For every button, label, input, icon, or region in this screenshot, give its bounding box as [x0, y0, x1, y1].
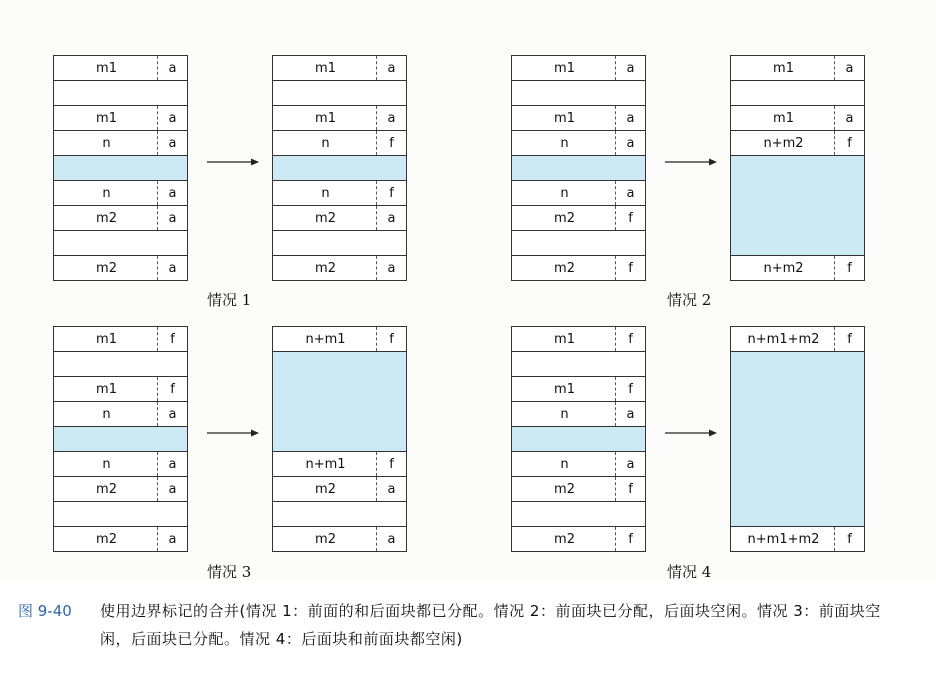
footer-alloc-flag: a [376, 106, 406, 130]
header-size-label: m2 [315, 481, 336, 497]
footer-alloc-flag: f [834, 256, 864, 280]
header-size-label: m2 [96, 481, 117, 497]
footer-size-label: n [321, 185, 330, 201]
memory-block-header [53, 130, 188, 156]
memory-block-header [511, 401, 646, 427]
case-1-label: 情况 1 [207, 291, 252, 309]
case-4-after-column [730, 326, 865, 551]
memory-block-payload [511, 351, 646, 377]
memory-block-footer [730, 255, 865, 281]
header-alloc-flag: f [615, 327, 645, 351]
memory-block-header [730, 326, 865, 352]
header-alloc-flag: f [376, 327, 406, 351]
memory-block-footer [511, 451, 646, 477]
header-size-label: m2 [554, 481, 575, 497]
footer-alloc-flag: a [157, 106, 187, 130]
header-alloc-flag: f [834, 131, 864, 155]
memory-block-footer [53, 255, 188, 281]
header-alloc-flag: a [615, 131, 645, 155]
case-1-arrow-icon [207, 157, 259, 167]
header-size-label: n [102, 406, 111, 422]
caption-text: 使用边界标记的合并(情况 1：前面的和后面块都已分配。情况 2：前面块已分配，后面块空闲。情况 3：前面块空闲，后面块已分配。情况 4：后面块和前面块都空闲) [100, 602, 881, 648]
memory-block-header [53, 326, 188, 352]
footer-size-label: n+m2 [763, 260, 804, 276]
footer-alloc-flag: a [615, 452, 645, 476]
footer-size-label: m1 [554, 381, 575, 397]
memory-block-payload [53, 351, 188, 377]
memory-block-big-blue [272, 351, 407, 452]
memory-block-footer [53, 526, 188, 552]
memory-block-footer [53, 376, 188, 402]
memory-block-payload [511, 501, 646, 527]
header-size-label: m1 [554, 60, 575, 76]
header-size-label: m2 [315, 210, 336, 226]
memory-block-header [511, 476, 646, 502]
footer-alloc-flag: a [615, 106, 645, 130]
header-alloc-flag: a [615, 402, 645, 426]
header-alloc-flag: a [157, 131, 187, 155]
case-2-before-column [511, 55, 646, 280]
memory-block-footer [272, 105, 407, 131]
footer-alloc-flag: a [157, 181, 187, 205]
memory-block-footer [272, 255, 407, 281]
memory-block-footer [511, 526, 646, 552]
memory-block-payload [272, 80, 407, 106]
header-alloc-flag: a [376, 56, 406, 80]
header-alloc-flag: a [834, 56, 864, 80]
footer-size-label: m2 [315, 260, 336, 276]
memory-block-header [511, 205, 646, 231]
header-size-label: m1 [96, 60, 117, 76]
memory-block-footer [53, 451, 188, 477]
footer-size-label: n [102, 185, 111, 201]
header-size-label: n+m1+m2 [747, 331, 820, 347]
footer-alloc-flag: f [376, 452, 406, 476]
footer-size-label: n [560, 185, 569, 201]
memory-block-payload [272, 501, 407, 527]
footer-size-label: m2 [554, 260, 575, 276]
header-size-label: n [560, 135, 569, 151]
header-alloc-flag: a [157, 206, 187, 230]
memory-block-header [272, 55, 407, 81]
memory-block-payload-blue [53, 426, 188, 452]
memory-block-payload [511, 230, 646, 256]
memory-block-footer [511, 255, 646, 281]
footer-size-label: m1 [96, 381, 117, 397]
memory-block-header [53, 401, 188, 427]
footer-alloc-flag: a [615, 181, 645, 205]
case-1-before-column [53, 55, 188, 280]
case-4-label: 情况 4 [667, 563, 712, 581]
memory-block-header [511, 326, 646, 352]
memory-block-payload-blue [511, 426, 646, 452]
header-alloc-flag: a [157, 402, 187, 426]
header-size-label: m2 [554, 210, 575, 226]
memory-block-footer [53, 180, 188, 206]
header-size-label: n [321, 135, 330, 151]
memory-block-header [272, 476, 407, 502]
footer-alloc-flag: f [376, 181, 406, 205]
footer-size-label: m1 [773, 110, 794, 126]
footer-size-label: n [560, 456, 569, 472]
footer-alloc-flag: a [157, 527, 187, 551]
memory-block-header [730, 130, 865, 156]
footer-size-label: n+m1 [305, 456, 346, 472]
memory-block-footer [511, 105, 646, 131]
footer-size-label: m2 [96, 531, 117, 547]
case-2-label: 情况 2 [667, 291, 712, 309]
memory-block-header [53, 55, 188, 81]
footer-alloc-flag: f [834, 527, 864, 551]
memory-block-payload-blue [53, 155, 188, 181]
footer-alloc-flag: a [376, 527, 406, 551]
footer-size-label: m1 [315, 110, 336, 126]
case-3-after-column [272, 326, 407, 551]
memory-block-header [53, 205, 188, 231]
header-alloc-flag: a [376, 477, 406, 501]
header-size-label: n [560, 406, 569, 422]
footer-size-label: m2 [96, 260, 117, 276]
footer-alloc-flag: f [615, 256, 645, 280]
case-1-after-column [272, 55, 407, 280]
memory-block-footer [511, 180, 646, 206]
footer-alloc-flag: a [834, 106, 864, 130]
header-alloc-flag: f [834, 327, 864, 351]
header-size-label: n+m1 [305, 331, 346, 347]
footer-size-label: m2 [554, 531, 575, 547]
memory-block-payload [53, 230, 188, 256]
header-size-label: m1 [554, 331, 575, 347]
memory-block-big-blue [730, 351, 865, 527]
memory-block-header [511, 55, 646, 81]
header-size-label: m1 [315, 60, 336, 76]
memory-block-header [272, 205, 407, 231]
footer-size-label: m1 [554, 110, 575, 126]
memory-block-header [511, 130, 646, 156]
header-size-label: n+m2 [763, 135, 804, 151]
header-size-label: m1 [773, 60, 794, 76]
footer-size-label: m2 [315, 531, 336, 547]
memory-block-payload [53, 80, 188, 106]
header-size-label: m1 [96, 331, 117, 347]
footer-alloc-flag: a [376, 256, 406, 280]
case-3-arrow-icon [207, 428, 259, 438]
memory-block-payload-blue [272, 155, 407, 181]
memory-block-footer [511, 376, 646, 402]
header-alloc-flag: a [615, 56, 645, 80]
memory-block-footer [272, 451, 407, 477]
header-size-label: m2 [96, 210, 117, 226]
case-3-before-column [53, 326, 188, 551]
header-alloc-flag: a [157, 56, 187, 80]
case-2-arrow-icon [665, 157, 717, 167]
memory-block-footer [272, 526, 407, 552]
footer-size-label: n+m1+m2 [747, 531, 820, 547]
memory-block-header [272, 130, 407, 156]
memory-block-header [272, 326, 407, 352]
figure-number: 图 9-40 [18, 602, 72, 620]
memory-block-footer [272, 180, 407, 206]
header-alloc-flag: a [157, 477, 187, 501]
footer-alloc-flag: a [157, 452, 187, 476]
memory-block-footer [730, 105, 865, 131]
header-alloc-flag: a [376, 206, 406, 230]
header-size-label: n [102, 135, 111, 151]
header-alloc-flag: f [615, 206, 645, 230]
footer-size-label: n [102, 456, 111, 472]
header-alloc-flag: f [157, 327, 187, 351]
memory-block-header [53, 476, 188, 502]
case-4-arrow-icon [665, 428, 717, 438]
footer-alloc-flag: f [615, 527, 645, 551]
footer-size-label: m1 [96, 110, 117, 126]
header-alloc-flag: f [615, 477, 645, 501]
memory-block-payload [730, 80, 865, 106]
memory-block-big-blue [730, 155, 865, 256]
footer-alloc-flag: a [157, 256, 187, 280]
memory-block-footer [730, 526, 865, 552]
footer-alloc-flag: f [157, 377, 187, 401]
memory-block-payload [272, 230, 407, 256]
memory-block-payload-blue [511, 155, 646, 181]
memory-block-payload [53, 501, 188, 527]
case-4-before-column [511, 326, 646, 551]
memory-block-footer [53, 105, 188, 131]
header-alloc-flag: f [376, 131, 406, 155]
footer-alloc-flag: f [615, 377, 645, 401]
case-2-after-column [730, 55, 865, 280]
case-3-label: 情况 3 [207, 563, 252, 581]
memory-block-payload [511, 80, 646, 106]
memory-block-header [730, 55, 865, 81]
